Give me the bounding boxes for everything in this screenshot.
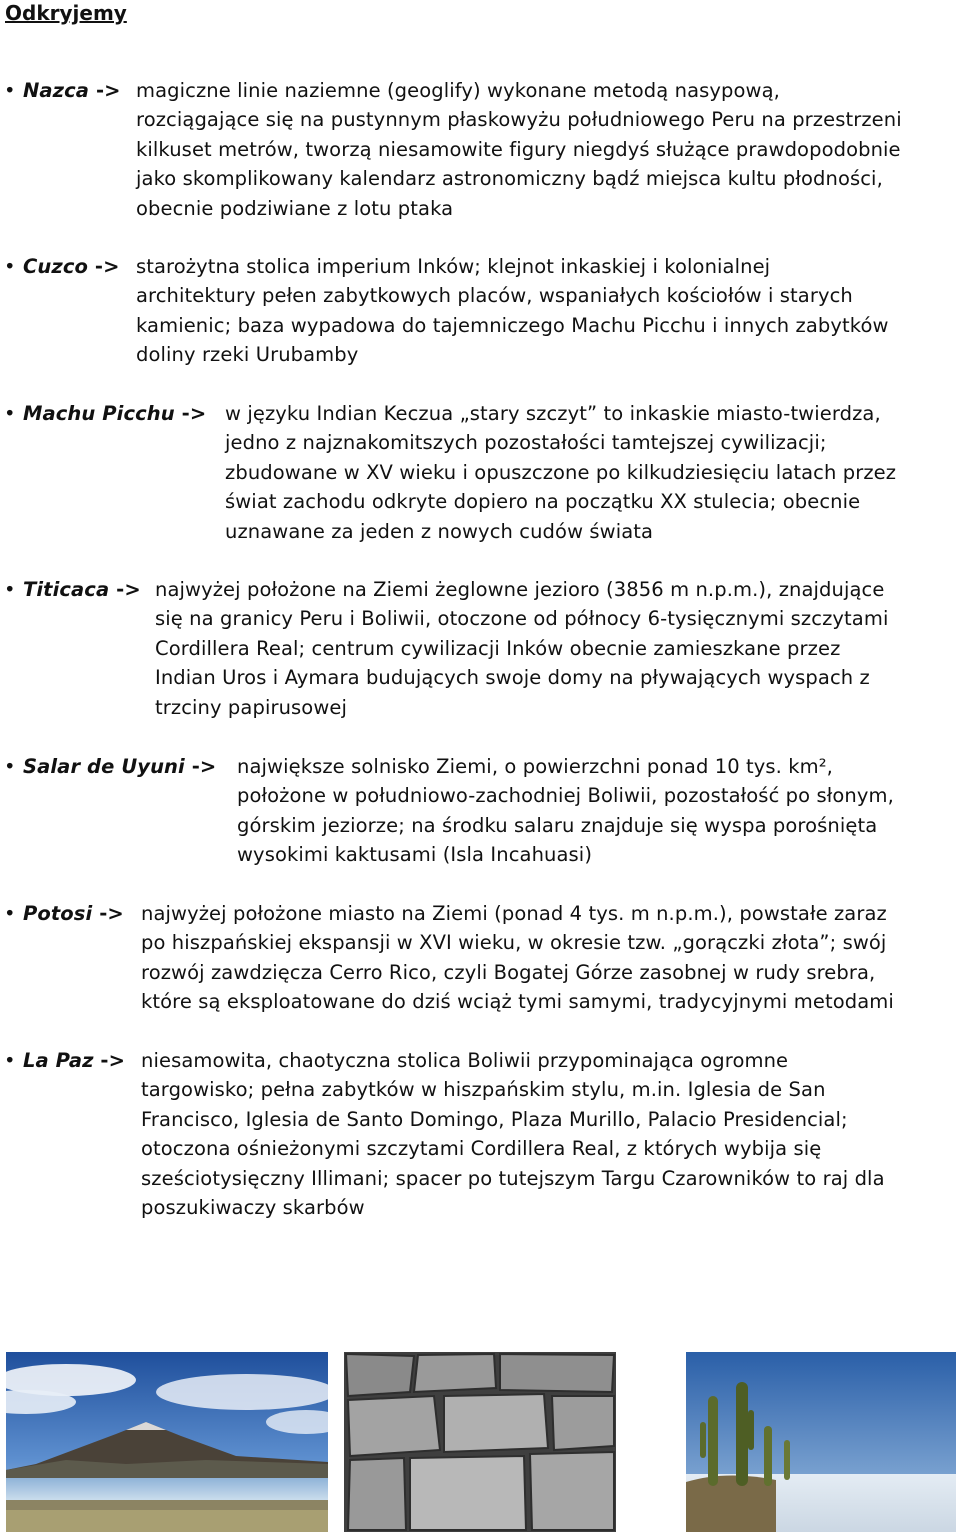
description-line: najwyżej położone miasto na Ziemi (ponad 4 tys. m n.p.m.), powstałe zaraz [141, 902, 887, 925]
entry-title [23, 76, 121, 105]
arrow-text: -> [95, 79, 121, 102]
bullet-icon: • [4, 402, 16, 425]
arrow-text: -> [191, 755, 217, 778]
entry-name: Nazca [23, 79, 90, 102]
description-line: po hiszpańskiej ekspansji w XVI wieku, w okresie tzw. „gorączki złota”; swój [141, 931, 887, 955]
bullet-icon: • [4, 755, 16, 778]
description-line: targowisko; pełna zabytków w hiszpańskim stylu, m.in. Iglesia de San [141, 1078, 826, 1102]
description-line: położone w południowo-zachodniej Boliwii, pozostałość po słonym, [237, 784, 894, 808]
bullet-icon: • [4, 902, 16, 925]
description-line: kilkuset metrów, tworzą niesamowite figury niegdyś służące prawdopodobnie [136, 137, 901, 161]
description-line: obecnie podziwiane z lotu ptaka [136, 196, 454, 220]
entry-title [23, 1046, 125, 1075]
photo-volcano-lagoon [6, 1352, 328, 1532]
description-line: rozwój zawdzięcza Cerro Rico, czyli Bogatej Górze zasobnej w rudy srebra, [141, 960, 876, 984]
description-line: doliny rzeki Urubamby [136, 343, 359, 367]
description-line: architektury pełen zabytkowych placów, wspaniałych kościołów i starych [136, 284, 853, 308]
entry-description [141, 899, 956, 1017]
entry-description [136, 252, 956, 370]
description-line: wysokimi kaktusami (Isla Incahuasi) [237, 843, 593, 867]
entry-title [23, 899, 124, 928]
arrow-text: -> [100, 1049, 126, 1072]
description-line: w języku Indian Keczua „stary szczyt” to inkaskie miasto-twierdza, [225, 402, 881, 425]
bullet-icon: • [4, 578, 16, 601]
description-line: najwyżej położone na Ziemi żeglowne jezioro (3856 m n.p.m.), znajdujące [155, 578, 885, 601]
description-line: się na granicy Peru i Boliwii, otoczone od północy 6-tysięcznymi szczytami [155, 607, 889, 631]
description-line: świat zachodu odkryte dopiero na początku XX stulecia; obecnie [225, 490, 861, 514]
description-line: otoczona ośnieżonymi szczytami Cordillera Real, z których wybija się [141, 1137, 822, 1161]
entry-name: Cuzco [23, 255, 88, 278]
description-line: magiczne linie naziemne (geoglify) wykonane metodą nasypową, [136, 79, 780, 102]
photo-cactus-island [686, 1352, 956, 1532]
entry-description [237, 752, 956, 870]
arrow-text: -> [94, 255, 120, 278]
description-line: niesamowita, chaotyczna stolica Boliwii przypominająca ogromne [141, 1049, 789, 1072]
entry-name: Machu Picchu [23, 402, 175, 425]
description-line: poszukiwaczy skarbów [141, 1196, 365, 1220]
description-line: górskim jeziorze; na środku salaru znajduje się wyspa porośnięta [237, 813, 878, 837]
entry-description [155, 575, 956, 722]
arrow-text: -> [116, 578, 141, 601]
description-line: Indian Uros i Aymara budujących swoje domy na pływających wyspach z [155, 666, 870, 690]
bullet-icon: • [4, 79, 16, 102]
page-title: Odkryjemy [5, 1, 127, 25]
description-line: które są eksploatowane do dziś wciąż tymi samymi, tradycyjnymi metodami [141, 990, 894, 1014]
description-line: Francisco, Iglesia de Santo Domingo, Plaza Murillo, Palacio Presidencial; [141, 1107, 848, 1131]
entry-description [141, 1046, 956, 1222]
bullet-icon: • [4, 255, 16, 278]
description-line: rozciągające się na pustynnym płaskowyżu południowego Peru na przestrzeni [136, 108, 902, 132]
description-line: trzciny papirusowej [155, 695, 347, 719]
entry-title [23, 252, 120, 281]
description-line: jako skomplikowany kalendarz astronomiczny bądź miejsca kultu płodności, [136, 167, 883, 191]
entry-description [136, 76, 956, 223]
arrow-text: -> [99, 902, 124, 925]
entry-name: La Paz [23, 1049, 94, 1072]
entry-name: Titicaca [23, 578, 110, 601]
description-line: jedno z najznakomitszych pozostałości tamtejszej cywilizacji; [225, 431, 827, 455]
description-line: kamienic; baza wypadowa do tajemniczego Machu Picchu i innych zabytków [136, 313, 889, 337]
description-line: Cordillera Real; centrum cywilizacji Inków obecnie zamieszkane przez [155, 636, 841, 660]
description-line: starożytna stolica imperium Inków; klejnot inkaskiej i kolonialnej [136, 255, 771, 278]
arrow-text: -> [181, 402, 207, 425]
entry-title [23, 399, 206, 428]
entry-name: Potosi [23, 902, 93, 925]
entry-name: Salar de Uyuni [23, 755, 185, 778]
description-line: zbudowane w XV wieku i opuszczone po kilkudziesięciu latach przez [225, 460, 897, 484]
photo-inca-stone-wall [344, 1352, 616, 1532]
entry-title [23, 575, 141, 604]
description-line: uznawane za jeden z nowych cudów świata [225, 519, 654, 543]
bullet-icon: • [4, 1049, 16, 1072]
description-line: sześciotysięczny Illimani; spacer po tutejszym Targu Czarowników to raj dla [141, 1166, 885, 1190]
description-line: największe solnisko Ziemi, o powierzchni ponad 10 tys. km², [237, 755, 833, 778]
entry-description [225, 399, 956, 546]
entry-title [23, 752, 216, 781]
